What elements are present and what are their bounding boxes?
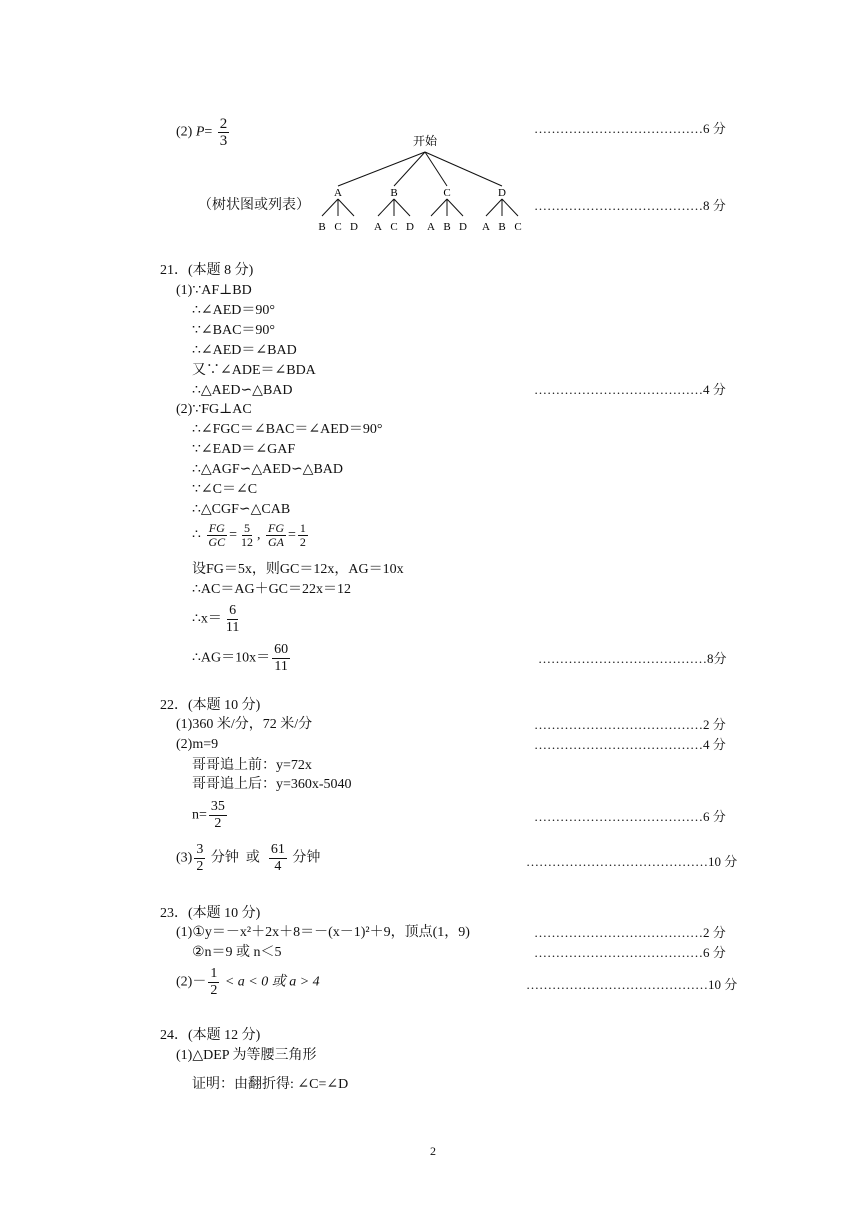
q21-ratio1: [206, 522, 227, 549]
tree-edge: [338, 152, 425, 186]
q22-p3-b-den: 4: [274, 859, 282, 874]
q21-ag-prefix: ∴AG＝10x＝: [192, 650, 271, 666]
q21p1-line: 又∵∠ADE＝∠BDA: [192, 363, 316, 378]
q23-p2-prefix: (2)－: [176, 974, 207, 990]
q23-p2-frac: [208, 966, 219, 999]
q21-ratio-sep: ,: [257, 527, 261, 543]
q22-score-3: …………………………………6 分: [534, 809, 726, 824]
tree-node-level1: C: [443, 187, 451, 199]
q23-p2-den: 2: [210, 983, 218, 998]
tree-edge: [338, 199, 354, 216]
q24-l2: 证明：由翻折得: ∠C=∠D: [192, 1077, 349, 1092]
q21p1-line: ∴∠AED＝∠BAD: [192, 343, 297, 358]
q21p2-line: ∵∠EAD＝∠GAF: [192, 442, 296, 457]
q23-p2-rest: < a < 0 或 a > 4: [221, 974, 320, 990]
q21-ratio1-val: [239, 522, 255, 549]
q22-l2: (2)m=9: [176, 737, 219, 752]
q21-ag-line: [192, 642, 292, 675]
q21p1-line: (1)∵AF⊥BD: [176, 283, 252, 298]
q20-score-1: …………………………………6 分: [534, 121, 726, 136]
q21-ratio2-num: FG: [268, 521, 284, 535]
page-number: 2: [430, 1144, 436, 1158]
tree-edge: [502, 199, 518, 216]
tree-edge: [431, 199, 447, 216]
tree-edge: [486, 199, 502, 216]
tree-node-level2: A: [374, 221, 382, 233]
tree-node-level2: B: [498, 221, 506, 233]
q21-x-num: 6: [229, 603, 237, 618]
q21-ratio1-val-num: 5: [244, 521, 250, 535]
q21-x-prefix: ∴x＝: [192, 611, 222, 627]
tree-node-level2: D: [350, 221, 358, 233]
tree-edge: [378, 199, 394, 216]
q20-tree-note: （树状图或列表）: [198, 198, 310, 213]
tree-edge: [394, 199, 410, 216]
q21-ag-den: 11: [274, 659, 288, 674]
tree-node-level2: C: [514, 221, 522, 233]
q24-header: 24．(本题 12 分): [160, 1028, 261, 1043]
q22-n-den: 2: [214, 816, 222, 831]
q22-p3-end: 分钟: [288, 850, 321, 866]
q21-ratio-prefix: ∴: [192, 527, 201, 543]
q22-p3-mid: 分钟 或: [207, 850, 267, 866]
tree-edge: [322, 199, 338, 216]
q21-ratio-line: [192, 522, 310, 549]
q21p2-line: ∴△AGF∽△AED∽△BAD: [192, 462, 344, 477]
tree-edge: [447, 199, 463, 216]
q21p1-line: ∴∠AED＝90°: [192, 303, 276, 318]
q21-ratio2-val-num: 1: [299, 521, 306, 535]
tree-node-level2: C: [334, 221, 342, 233]
q23-score-2: …………………………………6 分: [534, 945, 726, 960]
q23-l1: (1)①y＝－x²＋2x＋8＝－(x－1)²＋9，顶点(1，9): [176, 925, 470, 940]
q20-p-fraction: [218, 116, 230, 149]
q22-n-line: [192, 799, 229, 832]
q21-ratio1-val-den: 12: [241, 535, 253, 549]
q22-n-frac: [209, 799, 227, 832]
q22-score-4: ……………………………………10 分: [526, 854, 738, 869]
q22-p3-frac-a: [194, 842, 205, 875]
q21-ratio2-den: GA: [268, 535, 284, 549]
q21-score-1: …………………………………4 分: [534, 382, 726, 397]
q21p2-line: ∴△CGF∽△CAB: [192, 502, 291, 517]
q21-ac-line: ∴AC＝AG＋GC＝22x＝12: [192, 582, 352, 597]
q21-x-frac: [224, 603, 241, 636]
q21-ratio1-den: GC: [208, 535, 226, 549]
q20-p-num: 2: [219, 116, 228, 132]
q21-ratio2-eq: =: [288, 527, 296, 543]
q23-header: 23．(本题 10 分): [160, 906, 261, 921]
q21-ratio2: [266, 522, 286, 549]
tree-edge: [394, 152, 425, 186]
q20-p-label: P: [195, 124, 205, 140]
q22-header: 22．(本题 10 分): [160, 698, 261, 713]
q21-let-line: 设FG＝5x，则GC＝12x，AG＝10x: [192, 562, 404, 577]
q22-score-1: …………………………………2 分: [534, 717, 726, 732]
q21-ratio1-eq: =: [229, 527, 237, 543]
q21p1-line: ∵∠BAC＝90°: [192, 323, 276, 338]
q21p1-line: ∴△AED∽△BAD: [192, 383, 293, 398]
q24-l1: (1)△DEP 为等腰三角形: [176, 1048, 317, 1063]
q22-l3: 哥哥追上前：y=72x: [192, 758, 312, 773]
tree-node-level2: A: [482, 221, 490, 233]
q21-x-den: 11: [225, 620, 240, 635]
q21-header: 21．(本题 8 分): [160, 263, 254, 278]
q21-ag-num: 60: [274, 642, 289, 657]
tree-node-level2: C: [390, 221, 398, 233]
q22-n-num: 35: [210, 799, 225, 814]
q21-score-2: …………………………………8分: [538, 651, 727, 666]
q21p2-line: ∴∠FGC＝∠BAC＝∠AED＝90°: [192, 422, 383, 437]
q22-p3-frac-b: [269, 842, 287, 875]
q22-score-2: …………………………………4 分: [534, 737, 726, 752]
q20-p-den: 3: [219, 133, 228, 149]
q20-p2-line: [176, 116, 231, 149]
q22-n-prefix: n=: [192, 807, 207, 823]
q21-x-line: [192, 603, 243, 636]
q22-p3-a-den: 2: [196, 859, 204, 874]
tree-node-level1: B: [390, 187, 398, 199]
q21p2-line: (2)∵FG⊥AC: [176, 402, 252, 417]
q23-score-3: ……………………………………10 分: [526, 977, 738, 992]
q21-ratio1-num: FG: [208, 521, 225, 535]
q22-p3-b-num: 61: [270, 842, 285, 857]
q23-l2: ②n＝9 或 n＜5: [192, 945, 282, 960]
tree-node-level2: D: [459, 221, 467, 233]
q20-p2-prefix: (2): [176, 124, 193, 140]
tree-node-level2: D: [406, 221, 414, 233]
q22-l1: (1)360 米/分，72 米/分: [176, 717, 313, 732]
q21-ratio2-val-den: 2: [299, 535, 306, 549]
q22-p3-line: [176, 842, 320, 875]
tree-node-level2: B: [318, 221, 326, 233]
q21p2-line: ∵∠C＝∠C: [192, 482, 258, 497]
q21-ratio2-val: [298, 522, 308, 549]
q23-p2-num: 1: [210, 966, 218, 981]
tree-node-level1: D: [498, 187, 506, 199]
q23-score-1: …………………………………2 分: [534, 925, 726, 940]
tree-node-level1: A: [334, 187, 342, 199]
q20-tree-diagram: [312, 130, 542, 240]
q22-p3-a-num: 3: [196, 842, 204, 857]
q20-eq: =: [204, 124, 213, 140]
q22-l4: 哥哥追上后：y=360x-5040: [192, 777, 352, 792]
q23-p2-line: [176, 966, 320, 999]
q22-p3-prefix: (3): [176, 850, 193, 866]
q20-score-2: …………………………………8 分: [534, 198, 726, 213]
tree-root: 开始: [412, 134, 438, 148]
tree-node-level2: B: [443, 221, 451, 233]
tree-node-level2: A: [427, 221, 435, 233]
q21-ag-frac: [272, 642, 290, 675]
